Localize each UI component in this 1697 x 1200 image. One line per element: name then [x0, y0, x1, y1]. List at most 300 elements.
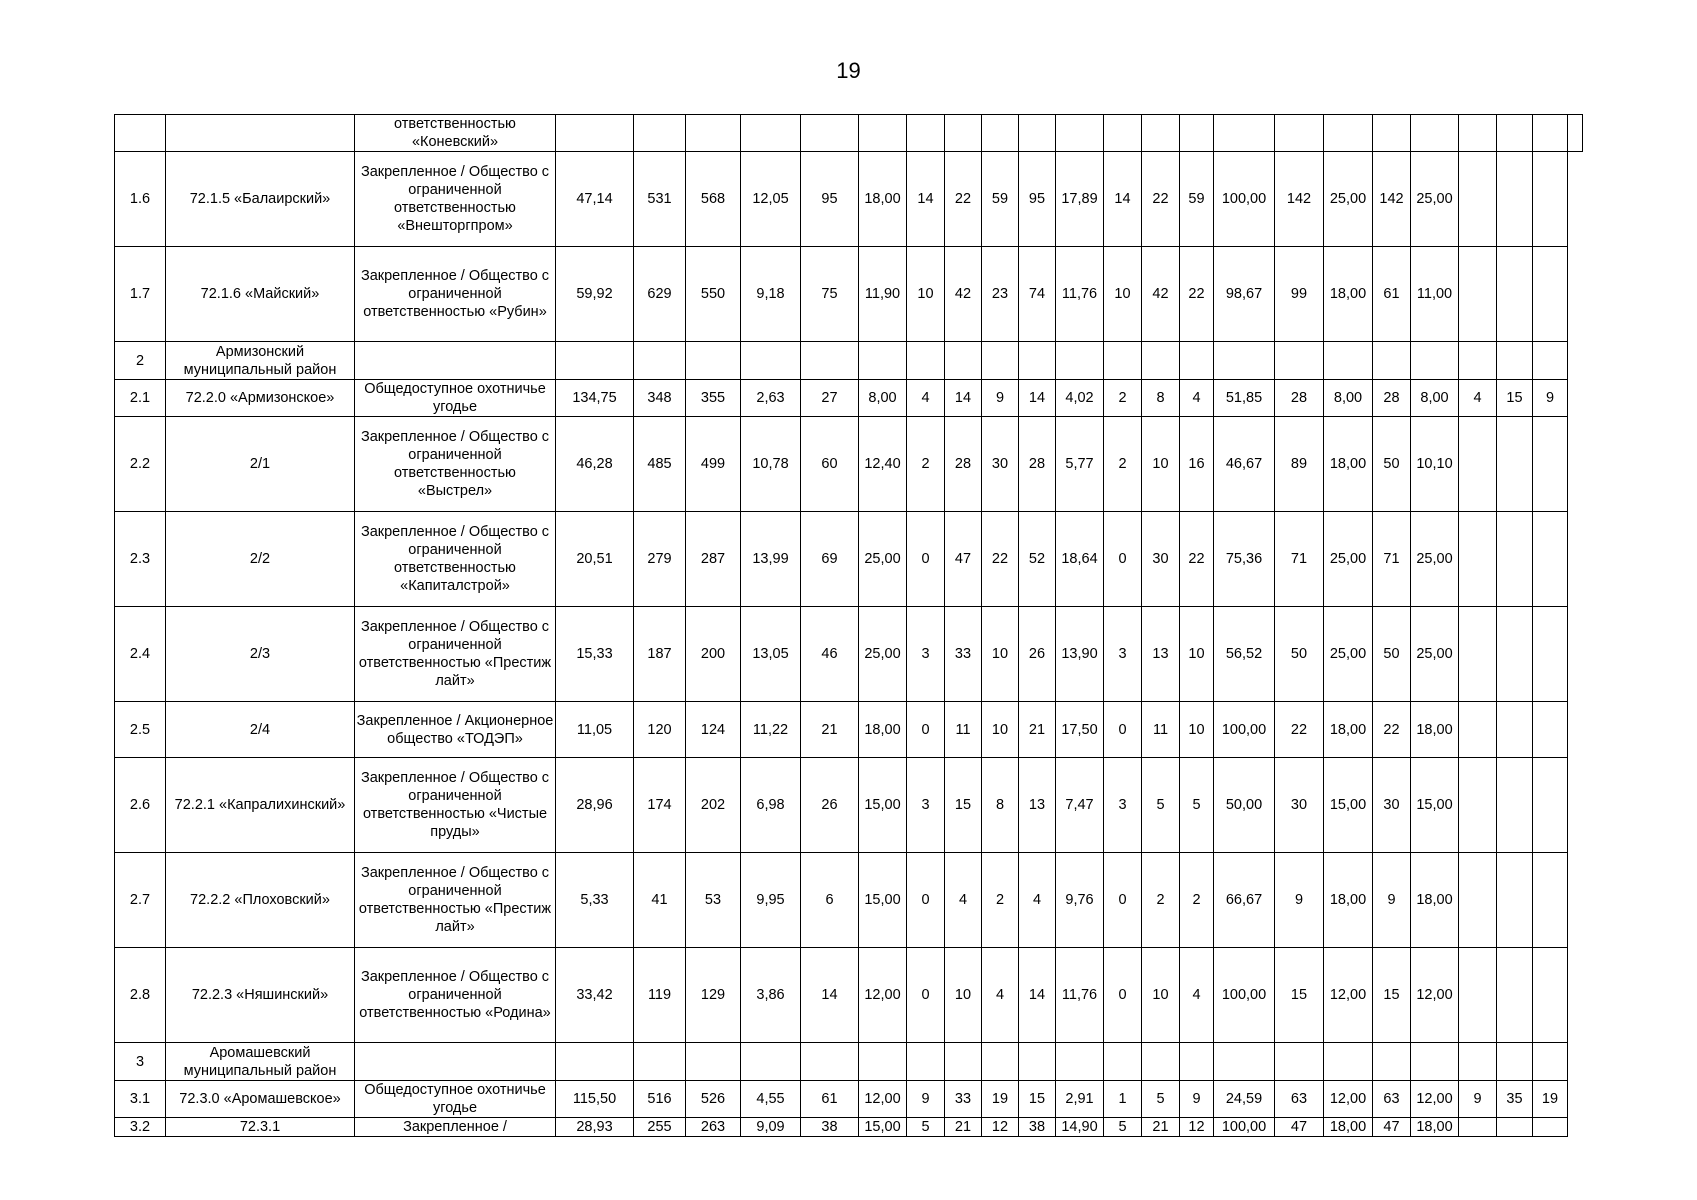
table-cell: 1.7: [115, 247, 166, 342]
table-cell: 18,00: [1324, 417, 1373, 512]
table-row: [115, 417, 1583, 512]
table-cell: [1104, 1043, 1142, 1081]
table-cell: [1411, 1043, 1459, 1081]
table-cell: 3: [1104, 758, 1142, 853]
table-cell: 75: [801, 247, 859, 342]
table-cell: Закрепленное / Общество с ограниченной ответственностью «Внешторгпром»: [355, 152, 556, 247]
table-cell: [1142, 115, 1180, 152]
table-cell: 2.7: [115, 853, 166, 948]
table-cell: 4: [945, 853, 982, 948]
table-cell: [166, 115, 355, 152]
table-cell: 5: [1142, 758, 1180, 853]
table-cell: [1497, 1118, 1533, 1137]
table-cell: 14: [1019, 380, 1056, 417]
table-cell: [1533, 512, 1568, 607]
table-cell: [355, 342, 556, 380]
table-cell: 14: [945, 380, 982, 417]
table-cell: 60: [801, 417, 859, 512]
table-cell: 42: [1142, 247, 1180, 342]
table-cell: 74: [1019, 247, 1056, 342]
table-cell: 15: [1497, 380, 1533, 417]
table-cell: 33: [945, 1081, 982, 1118]
table-cell: [1180, 115, 1214, 152]
table-cell: [1459, 342, 1497, 380]
table-cell: 50: [1373, 607, 1411, 702]
table-cell: 72.3.0 «Аромашевское»: [166, 1081, 355, 1118]
table-cell: 11,76: [1056, 948, 1104, 1043]
table-cell: [1214, 115, 1275, 152]
table-cell: 287: [686, 512, 741, 607]
table-cell: 47,14: [556, 152, 634, 247]
table-cell: [1533, 1118, 1568, 1137]
table-cell: 2: [1104, 380, 1142, 417]
table-cell: 2.2: [115, 417, 166, 512]
table-row: [115, 1081, 1583, 1118]
table-cell: 46,28: [556, 417, 634, 512]
table-cell: 72.2.1 «Капралихинский»: [166, 758, 355, 853]
table-cell: 15: [1019, 1081, 1056, 1118]
table-cell: 0: [907, 853, 945, 948]
table-cell: [1459, 417, 1497, 512]
table-cell: 279: [634, 512, 686, 607]
table-cell: 0: [1104, 853, 1142, 948]
table-cell: 10: [1104, 247, 1142, 342]
table-cell: [1533, 948, 1568, 1043]
table-row: [115, 758, 1583, 853]
table-cell: [1533, 247, 1568, 342]
table-cell: 10: [1142, 948, 1180, 1043]
table-cell: 2.8: [115, 948, 166, 1043]
table-cell: [1104, 115, 1142, 152]
table-cell: 71: [1373, 512, 1411, 607]
table-cell: 2/4: [166, 702, 355, 758]
table-cell: 2.5: [115, 702, 166, 758]
table-cell: [1056, 115, 1104, 152]
table-cell: 0: [1104, 948, 1142, 1043]
table-cell: [907, 1043, 945, 1081]
table-cell: 53: [686, 853, 741, 948]
table-cell: 22: [945, 152, 982, 247]
table-cell: 12,05: [741, 152, 801, 247]
table-cell: 61: [1373, 247, 1411, 342]
table-cell: [1324, 342, 1373, 380]
table-cell: [907, 115, 945, 152]
table-row: [115, 247, 1583, 342]
table-cell: 2.3: [115, 512, 166, 607]
table-cell: 142: [1275, 152, 1324, 247]
table-cell: [1459, 607, 1497, 702]
table-cell: 50,00: [1214, 758, 1275, 853]
table-cell: 19: [1533, 1081, 1568, 1118]
table-cell: 2: [1104, 417, 1142, 512]
table-cell: 17,89: [1056, 152, 1104, 247]
table-cell: 98,67: [1214, 247, 1275, 342]
table-cell: 17,50: [1056, 702, 1104, 758]
table-cell: 72.2.2 «Плоховский»: [166, 853, 355, 948]
table-cell: 2.4: [115, 607, 166, 702]
table-cell: [686, 115, 741, 152]
table-cell: [1056, 1043, 1104, 1081]
page-number: 19: [836, 58, 861, 83]
table-cell: 12: [982, 1118, 1019, 1137]
table-cell: 516: [634, 1081, 686, 1118]
table-cell: 25,00: [1324, 152, 1373, 247]
table-cell: 4: [907, 380, 945, 417]
table-row: [115, 1043, 1583, 1081]
table-cell: Армизонский муниципальный район: [166, 342, 355, 380]
table-cell: [1142, 1043, 1180, 1081]
table-cell: 38: [1019, 1118, 1056, 1137]
table-cell: Закрепленное / Общество с ограниченной ответственностью «Родина»: [355, 948, 556, 1043]
table-cell: 25,00: [1324, 512, 1373, 607]
table-cell: 8,00: [859, 380, 907, 417]
table-cell: [1533, 152, 1568, 247]
table-cell: [1497, 758, 1533, 853]
table-cell: 61: [801, 1081, 859, 1118]
table-cell: [556, 1043, 634, 1081]
table-cell: 26: [1019, 607, 1056, 702]
table-cell: [1459, 948, 1497, 1043]
table-cell: 2,91: [1056, 1081, 1104, 1118]
table-cell: 485: [634, 417, 686, 512]
table-cell: 6: [801, 853, 859, 948]
table-cell: 10: [1180, 607, 1214, 702]
table-cell: 124: [686, 702, 741, 758]
table-cell: 9: [1533, 380, 1568, 417]
table-cell: [1497, 342, 1533, 380]
table-cell: 0: [907, 512, 945, 607]
table-cell: 50: [1275, 607, 1324, 702]
table-cell: 11,05: [556, 702, 634, 758]
table-row: [115, 702, 1583, 758]
table-cell: 10: [1180, 702, 1214, 758]
table-cell: 22: [1373, 702, 1411, 758]
table-cell: 9: [1459, 1081, 1497, 1118]
table-cell: [1497, 417, 1533, 512]
table-cell: [982, 115, 1019, 152]
table-cell: 72.2.0 «Армизонское»: [166, 380, 355, 417]
table-cell: 47: [1275, 1118, 1324, 1137]
table-cell: 14: [801, 948, 859, 1043]
table-row: [115, 115, 1583, 152]
table-cell: 129: [686, 948, 741, 1043]
table-cell: [1459, 853, 1497, 948]
table-cell: 11,76: [1056, 247, 1104, 342]
table-cell: 100,00: [1214, 702, 1275, 758]
table-cell: 52: [1019, 512, 1056, 607]
table-cell: 28: [1373, 380, 1411, 417]
table-cell: 69: [801, 512, 859, 607]
table-cell: 2.1: [115, 380, 166, 417]
table-cell: 5: [907, 1118, 945, 1137]
table-cell: [945, 115, 982, 152]
table-cell: 7,47: [1056, 758, 1104, 853]
table-cell: 28: [1019, 417, 1056, 512]
table-cell: [1533, 115, 1568, 152]
table-cell: 10: [907, 247, 945, 342]
table-cell: 28,96: [556, 758, 634, 853]
table-cell: [1497, 247, 1533, 342]
table-cell: 18,00: [1324, 1118, 1373, 1137]
table-cell: 18,00: [1411, 702, 1459, 758]
table-cell: 35: [1497, 1081, 1533, 1118]
table-cell: 499: [686, 417, 741, 512]
table-cell: 12,00: [859, 948, 907, 1043]
table-cell: 38: [801, 1118, 859, 1137]
table-cell: 72.2.3 «Няшинский»: [166, 948, 355, 1043]
table-cell: 25,00: [859, 512, 907, 607]
table-cell: [1104, 342, 1142, 380]
table-cell: 531: [634, 152, 686, 247]
table-cell: 550: [686, 247, 741, 342]
table-cell: 9: [982, 380, 1019, 417]
table-cell: 25,00: [1411, 152, 1459, 247]
table-cell: [859, 342, 907, 380]
table-cell: 18,00: [1324, 702, 1373, 758]
table-cell: [1533, 702, 1568, 758]
table-cell: [1533, 342, 1568, 380]
table-cell: 18,00: [1324, 853, 1373, 948]
table-cell: 3: [1104, 607, 1142, 702]
table-cell: [1459, 115, 1497, 152]
table-cell: 15,00: [1324, 758, 1373, 853]
table-cell: 4: [1019, 853, 1056, 948]
table-cell: 30: [1142, 512, 1180, 607]
table-cell: [1373, 115, 1411, 152]
table-row: [115, 607, 1583, 702]
table-cell: 59: [1180, 152, 1214, 247]
table-cell: [907, 342, 945, 380]
table-cell: 348: [634, 380, 686, 417]
table-cell: [741, 1043, 801, 1081]
table-cell: 51,85: [1214, 380, 1275, 417]
table-cell: 11,22: [741, 702, 801, 758]
table-cell: [1214, 342, 1275, 380]
table-cell: 28: [1275, 380, 1324, 417]
table-cell: [859, 1043, 907, 1081]
table-cell: 56,52: [1214, 607, 1275, 702]
table-cell: [1324, 1043, 1373, 1081]
table-cell: 0: [907, 702, 945, 758]
table-cell: 174: [634, 758, 686, 853]
table-cell: 11,90: [859, 247, 907, 342]
table-cell: [982, 1043, 1019, 1081]
table-cell: [1142, 342, 1180, 380]
table-cell: [1275, 342, 1324, 380]
table-cell: 15,00: [859, 758, 907, 853]
table-cell: 11,00: [1411, 247, 1459, 342]
table-cell: [801, 1043, 859, 1081]
table-cell: 21: [1142, 1118, 1180, 1137]
table-cell: 25,00: [1324, 607, 1373, 702]
table-cell: 75,36: [1214, 512, 1275, 607]
table-cell: 8: [1142, 380, 1180, 417]
table-cell: [1533, 607, 1568, 702]
table-cell: 4,55: [741, 1081, 801, 1118]
table-cell: [686, 342, 741, 380]
table-row: [115, 380, 1583, 417]
table-cell: 115,50: [556, 1081, 634, 1118]
table-cell: 19: [982, 1081, 1019, 1118]
table-cell: [1373, 342, 1411, 380]
table-cell: 8: [982, 758, 1019, 853]
table-cell: 63: [1275, 1081, 1324, 1118]
table-cell: 119: [634, 948, 686, 1043]
table-cell: Закрепленное / Общество с ограниченной ответственностью «Рубин»: [355, 247, 556, 342]
table-cell: 21: [1019, 702, 1056, 758]
table-cell: 3: [115, 1043, 166, 1081]
table-cell: [1533, 417, 1568, 512]
table-cell: 263: [686, 1118, 741, 1137]
table-cell: [556, 115, 634, 152]
table-cell: 8,00: [1324, 380, 1373, 417]
table-cell: 12,00: [1324, 948, 1373, 1043]
table-cell: [686, 1043, 741, 1081]
table-cell: 21: [801, 702, 859, 758]
table-cell: 59: [982, 152, 1019, 247]
table-cell: 28,93: [556, 1118, 634, 1137]
table-cell: [1056, 342, 1104, 380]
table-cell: 25,00: [1411, 512, 1459, 607]
table-cell: 6,98: [741, 758, 801, 853]
table-cell: 26: [801, 758, 859, 853]
table-cell: [1019, 342, 1056, 380]
table-cell: 13,99: [741, 512, 801, 607]
table-cell: 72.1.6 «Майский»: [166, 247, 355, 342]
table-cell: 27: [801, 380, 859, 417]
table-cell: 2.6: [115, 758, 166, 853]
table-cell: 4: [1180, 380, 1214, 417]
table-cell: [1497, 948, 1533, 1043]
table-cell: [355, 1043, 556, 1081]
table-cell: 9: [1275, 853, 1324, 948]
table-cell: 89: [1275, 417, 1324, 512]
table-cell: 46,67: [1214, 417, 1275, 512]
table-cell: ответственностью «Коневский»: [355, 115, 556, 152]
table-cell: 41: [634, 853, 686, 948]
table-cell: [1180, 1043, 1214, 1081]
table-cell: [1275, 1043, 1324, 1081]
table-cell: 14,90: [1056, 1118, 1104, 1137]
table-cell: 9,76: [1056, 853, 1104, 948]
table-cell: 4,02: [1056, 380, 1104, 417]
table-cell: 14: [1019, 948, 1056, 1043]
table-cell: [1019, 115, 1056, 152]
table-cell: 2: [907, 417, 945, 512]
table-cell: 72.1.5 «Балаирский»: [166, 152, 355, 247]
table-cell: 200: [686, 607, 741, 702]
table-cell: 18,64: [1056, 512, 1104, 607]
table-cell: [1568, 115, 1583, 152]
table-cell: 47: [1373, 1118, 1411, 1137]
table-cell: 0: [1104, 512, 1142, 607]
table-cell: 1: [1104, 1081, 1142, 1118]
table-cell: Аромашевский муниципальный район: [166, 1043, 355, 1081]
table-cell: 100,00: [1214, 948, 1275, 1043]
table-cell: Закрепленное / Общество с ограниченной ответственностью «Капиталстрой»: [355, 512, 556, 607]
table-cell: [634, 342, 686, 380]
table-cell: [1497, 152, 1533, 247]
table-cell: [1533, 758, 1568, 853]
table-cell: 5: [1180, 758, 1214, 853]
table-cell: 2: [1142, 853, 1180, 948]
table-cell: Общедоступное охотничье угодье: [355, 380, 556, 417]
table-cell: 12,40: [859, 417, 907, 512]
table-cell: 11: [945, 702, 982, 758]
table-cell: 355: [686, 380, 741, 417]
table-cell: [1459, 152, 1497, 247]
table-row: [115, 512, 1583, 607]
table-cell: 4: [1459, 380, 1497, 417]
table-cell: 16: [1180, 417, 1214, 512]
table-cell: [1459, 1043, 1497, 1081]
table-cell: [1533, 853, 1568, 948]
table-cell: [1497, 1043, 1533, 1081]
table-cell: 3,86: [741, 948, 801, 1043]
table-cell: 3.2: [115, 1118, 166, 1137]
table-cell: 30: [1275, 758, 1324, 853]
table-cell: 9: [907, 1081, 945, 1118]
table-cell: 255: [634, 1118, 686, 1137]
table-cell: 1.6: [115, 152, 166, 247]
table-cell: 15,00: [1411, 758, 1459, 853]
table-cell: [1459, 702, 1497, 758]
table-cell: 9,09: [741, 1118, 801, 1137]
table-cell: [1533, 1043, 1568, 1081]
table-cell: 2/2: [166, 512, 355, 607]
table-row: [115, 948, 1583, 1043]
table-cell: 12,00: [859, 1081, 907, 1118]
table-cell: 72.3.1: [166, 1118, 355, 1137]
hunting-grounds-table: [114, 114, 1583, 1137]
table-cell: 10: [982, 607, 1019, 702]
table-cell: [634, 1043, 686, 1081]
table-cell: 28: [945, 417, 982, 512]
table-cell: 10,78: [741, 417, 801, 512]
table-row: [115, 853, 1583, 948]
table-cell: [1497, 512, 1533, 607]
table-cell: 15,33: [556, 607, 634, 702]
table-cell: 12,00: [1324, 1081, 1373, 1118]
table-cell: 24,59: [1214, 1081, 1275, 1118]
table-cell: 42: [945, 247, 982, 342]
table-cell: 22: [1180, 512, 1214, 607]
table-cell: Закрепленное / Общество с ограниченной ответственностью «Престиж лайт»: [355, 853, 556, 948]
table-cell: [1459, 758, 1497, 853]
table-cell: 120: [634, 702, 686, 758]
table-cell: 0: [907, 948, 945, 1043]
table-cell: [1497, 607, 1533, 702]
table-cell: 100,00: [1214, 1118, 1275, 1137]
table-cell: 4: [1180, 948, 1214, 1043]
table-cell: [741, 342, 801, 380]
table-cell: [634, 115, 686, 152]
table-cell: 13,05: [741, 607, 801, 702]
table-cell: [1214, 1043, 1275, 1081]
table-row: [115, 342, 1583, 380]
table-cell: [1324, 115, 1373, 152]
table-cell: Закрепленное / Общество с ограниченной ответственностью «Чистые пруды»: [355, 758, 556, 853]
table-cell: 5,33: [556, 853, 634, 948]
table-cell: 18,00: [859, 152, 907, 247]
table-cell: 10: [1142, 417, 1180, 512]
table-cell: 5,77: [1056, 417, 1104, 512]
table-cell: 22: [1275, 702, 1324, 758]
table-cell: [1373, 1043, 1411, 1081]
table-cell: 46: [801, 607, 859, 702]
table-cell: 33,42: [556, 948, 634, 1043]
table-cell: 629: [634, 247, 686, 342]
